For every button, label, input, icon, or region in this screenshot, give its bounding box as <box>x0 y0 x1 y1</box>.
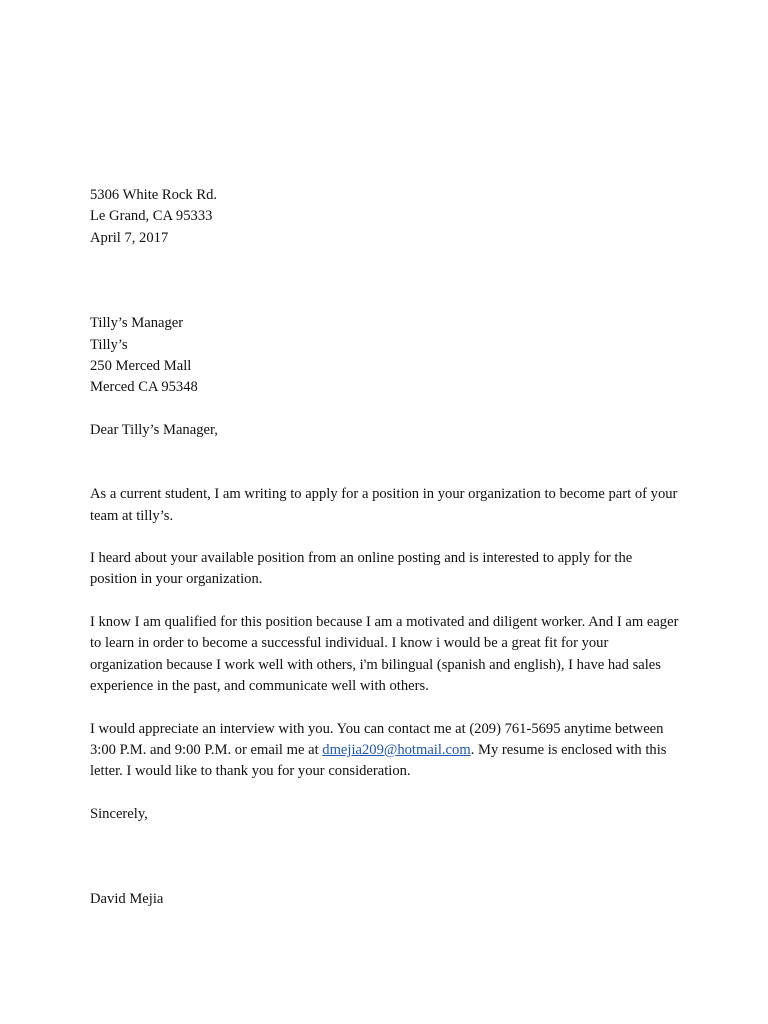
body-paragraph-4 <box>90 719 680 783</box>
recipient-street: 250 Merced Mall <box>90 358 192 375</box>
paragraph-4-text-start: I would appreciate an interview with you. You can contact me at (209) 761-5695 anytime between 3:00 P.M. and 9:00 P.M. or email me at <box>90 720 664 758</box>
closing: Sincerely, <box>90 805 148 822</box>
body-paragraph-3: I know I am qualified for this position because I am a motivated and diligent worker. And I am eager to learn in order to become a successful individual. I know i would be a great fit for your organization because I work well with others, i'm bilingual (spanish and english), I have had sales experience in the past, and communicate well with others. <box>90 613 679 695</box>
email-link[interactable]: dmejia209@hotmail.com <box>322 741 471 758</box>
signature-name: David Mejia <box>90 891 164 908</box>
recipient-title: Tilly’s Manager <box>90 315 184 332</box>
paragraph-4-text-end: . My resume is enclosed with this letter. I would like to thank you for your consideration. <box>90 741 667 780</box>
salutation: Dear Tilly’s Manager, <box>90 421 218 438</box>
sender-street: 5306 White Rock Rd. <box>90 187 218 203</box>
cover-letter <box>90 185 680 911</box>
recipient-company: Tilly’s <box>90 336 128 353</box>
recipient-address-block <box>90 313 680 399</box>
sender-address-block <box>90 185 680 249</box>
sender-city: Le Grand, CA 95333 <box>90 208 213 225</box>
letter-date: April 7, 2017 <box>90 229 169 246</box>
body-paragraph-2: I heard about your available position from an online posting and is interested to apply for the position in your organization. <box>90 550 633 588</box>
recipient-city: Merced CA 95348 <box>90 379 198 396</box>
body-paragraph-1: As a current student, I am writing to apply for a position in your organization to become part of your team at tilly’s. <box>90 486 678 524</box>
